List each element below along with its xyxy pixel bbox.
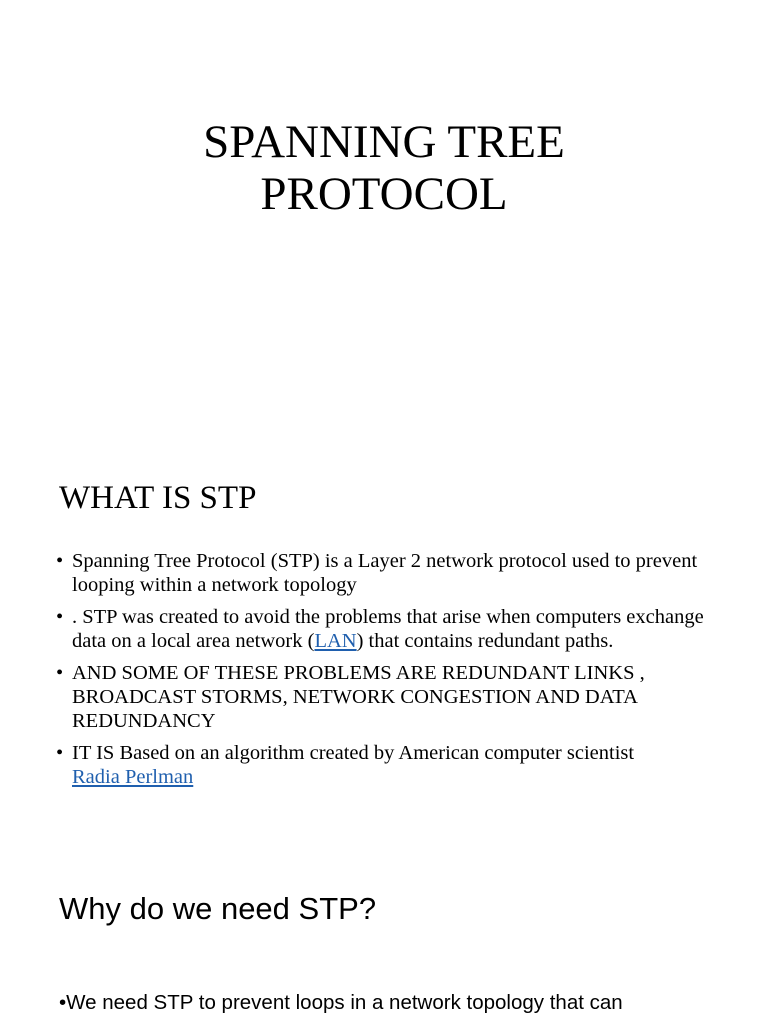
list-item: •We need STP to prevent loops in a network topology that can — [59, 991, 623, 1014]
bullet-dot: • — [56, 606, 64, 628]
list-item — [56, 549, 716, 597]
radia-perlman-link[interactable]: Radia Perlman — [72, 766, 194, 788]
bullet-text: . STP was created to avoid the problems that arise when computers exchange data on a local area network ( — [72, 606, 704, 652]
bullet-dot: • — [56, 550, 64, 572]
bullet-text: AND SOME OF THESE PROBLEMS ARE REDUNDANT LINKS , BROADCAST STORMS, NETWORK CONGESTION AND DATA REDUNDANCY — [72, 662, 645, 732]
section-heading-what-is-stp: WHAT IS STP — [59, 480, 257, 516]
what-is-stp-bullet-list — [56, 549, 716, 797]
bullet-text: IT IS Based on an algorithm created by American computer scientist — [72, 742, 635, 764]
list-item — [56, 661, 716, 733]
title-line-1: SPANNING TREE — [203, 116, 565, 168]
lan-link[interactable]: LAN — [314, 630, 357, 652]
why-need-stp-bullet-list — [59, 988, 759, 1018]
bullet-dot: • — [56, 662, 64, 684]
list-item — [56, 741, 716, 789]
section-heading-why-need-stp: Why do we need STP? — [59, 891, 377, 926]
bullet-text: ) that contains redundant paths. — [356, 630, 614, 652]
list-item — [56, 605, 716, 653]
page-title — [0, 116, 768, 220]
title-line-2: PROTOCOL — [260, 168, 508, 220]
bullet-text: Spanning Tree Protocol (STP) is a Layer 2 network protocol used to prevent looping within a network topology — [72, 550, 698, 596]
bullet-dot: • — [56, 742, 64, 764]
